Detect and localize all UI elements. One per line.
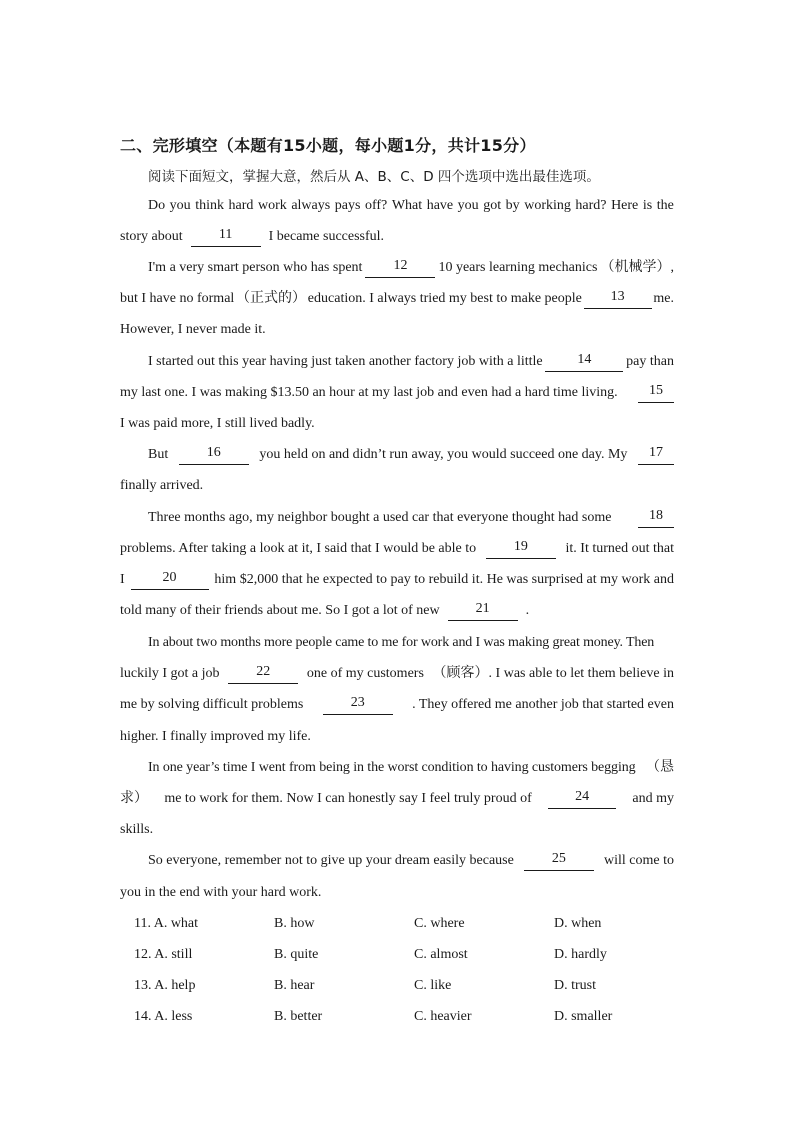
answer-blank: 16 <box>179 445 249 465</box>
passage-line <box>120 320 674 340</box>
answer-blank: 21 <box>448 601 518 621</box>
option-a: 11. A. what <box>134 916 199 931</box>
answer-blank: 11 <box>191 227 261 247</box>
passage-text: However, I never made it. <box>120 322 266 337</box>
passage-line <box>120 539 674 559</box>
passage-text: story about <box>120 229 183 244</box>
passage-text: I'm a very smart person who has spent <box>148 260 363 275</box>
passage-text: education. I always tried my best to make people <box>307 291 582 306</box>
answer-blank: 25 <box>524 851 594 871</box>
answer-blank: 13 <box>584 289 652 309</box>
passage-line <box>120 820 674 840</box>
chinese-gloss: （恳 <box>646 760 674 775</box>
option-b: B. how <box>274 916 315 931</box>
passage-text: me. <box>653 291 674 306</box>
section-instruction: 阅读下面短文，掌握大意，然后从 A、B、C、D 四个选项中选出最佳选项。 <box>148 169 600 185</box>
passage-line <box>148 851 674 871</box>
passage-line <box>148 758 674 778</box>
passage-text: I was paid more, I still lived badly. <box>120 416 315 431</box>
passage-word: always <box>291 198 331 213</box>
passage-word: think <box>195 198 224 213</box>
answer-blank: 23 <box>323 695 393 715</box>
passage-text: . <box>525 603 530 618</box>
passage-line <box>120 789 674 809</box>
passage-text: But <box>148 447 169 462</box>
passage-text: it. It turned out that <box>565 541 674 556</box>
passage-word: Do <box>148 198 166 213</box>
passage-text: problems. After taking a look at it, I said that I would be able to <box>120 541 477 556</box>
passage-word: What <box>391 198 423 213</box>
passage-text: pay than <box>626 354 674 369</box>
section-heading: 二、完形填空（本题有15小题，每小题1分，共计15分） <box>120 136 536 155</box>
passage-word: have <box>426 198 454 213</box>
passage-line <box>120 227 674 247</box>
chinese-gloss: 求） <box>120 791 148 806</box>
passage-word: the <box>656 198 674 213</box>
answer-blank: 17 <box>638 445 674 465</box>
passage-text: and my <box>632 791 674 806</box>
passage-text: skills. <box>120 822 154 837</box>
passage-text: In one year’s time I went from being in the worst condition to having customers begging <box>148 760 636 775</box>
option-c: C. where <box>414 916 465 931</box>
option-d: D. trust <box>554 978 596 993</box>
option-c: C. like <box>414 978 452 993</box>
answer-blank: 15 <box>638 383 674 403</box>
passage-line <box>120 883 674 903</box>
passage-text: will come to <box>603 853 674 868</box>
passage-word: Here <box>611 198 639 213</box>
passage-word: off? <box>364 198 388 213</box>
passage-text: Three months ago, my neighbor bought a used car that everyone thought had some <box>148 510 612 525</box>
passage-line <box>120 664 674 684</box>
option-b: B. quite <box>274 947 319 962</box>
passage-text: told many of their friends about me. So I got a lot of new <box>120 603 440 618</box>
passage-line <box>148 633 674 653</box>
option-b: B. better <box>274 1009 323 1024</box>
passage-text: one of my customers <box>306 666 424 681</box>
passage-text: higher. I finally improved my life. <box>120 729 311 744</box>
passage-word: work <box>257 198 287 213</box>
passage-line <box>120 289 674 309</box>
passage-line <box>148 352 674 372</box>
passage-text: I <box>120 572 125 587</box>
option-c: C. heavier <box>414 1009 472 1024</box>
passage-word: is <box>642 198 653 213</box>
passage-text: 10 years learning mechanics <box>438 260 598 275</box>
passage-text: . They offered me another job that started even <box>412 697 674 712</box>
option-a: 14. A. less <box>134 1009 193 1024</box>
option-b: B. hear <box>274 978 315 993</box>
passage-text: me by solving difficult problems <box>120 697 304 712</box>
option-a: 12. A. still <box>134 947 193 962</box>
answer-blank: 19 <box>486 539 556 559</box>
answer-blank: 14 <box>545 352 623 372</box>
passage-text: you held on and didn’t run away, you would succeed one day. My <box>259 447 628 462</box>
passage-line <box>120 601 674 621</box>
option-d: D. when <box>554 916 602 931</box>
passage-line <box>148 196 674 216</box>
option-a: 13. A. help <box>134 978 196 993</box>
chinese-gloss: （正式的） <box>236 291 307 306</box>
passage-word: pays <box>334 198 361 213</box>
chinese-gloss: （顾客）. I was able to let them believe in <box>432 666 674 681</box>
option-d: D. hardly <box>554 947 607 962</box>
passage-line <box>120 414 674 434</box>
passage-text: but I have no formal <box>120 291 235 306</box>
passage-word: got <box>483 198 502 213</box>
passage-text: me to work for them. Now I can honestly say I feel truly proud of <box>164 791 532 806</box>
passage-line <box>148 258 674 278</box>
passage-text: luckily I got a job <box>120 666 220 681</box>
passage-word: hard <box>228 198 254 213</box>
passage-word: you <box>169 198 191 213</box>
option-d: D. smaller <box>554 1009 613 1024</box>
answer-blank: 12 <box>365 258 435 278</box>
answer-blank: 24 <box>548 789 616 809</box>
passage-line <box>148 508 674 528</box>
passage-line <box>120 570 674 590</box>
passage-word: working <box>524 198 571 213</box>
passage-line <box>120 727 674 747</box>
answer-blank: 18 <box>638 508 674 528</box>
passage-text: I became successful. <box>268 229 385 244</box>
passage-line <box>120 695 674 715</box>
passage-line <box>120 476 674 496</box>
answer-blank: 22 <box>228 664 298 684</box>
passage-text: finally arrived. <box>120 478 204 493</box>
answer-blank: 20 <box>131 570 209 590</box>
passage-text: So everyone, remember not to give up your dream easily because <box>148 853 514 868</box>
passage-text: In about two months more people came to me for work and I was making great money. Then <box>148 635 655 650</box>
passage-text: I started out this year having just taken another factory job with a little <box>148 354 543 369</box>
passage-line <box>120 383 674 403</box>
passage-text: my last one. I was making $13.50 an hour at my last job and even had a hard time living. <box>120 385 618 400</box>
passage-text: you in the end with your hard work. <box>120 885 322 900</box>
passage-line <box>148 445 674 465</box>
passage-text: him $2,000 that he expected to pay to rebuild it. He was surprised at my work and <box>214 572 674 587</box>
passage-word: you <box>457 198 479 213</box>
passage-word: hard? <box>575 198 607 213</box>
passage-word: by <box>505 198 520 213</box>
chinese-gloss: （机械学）, <box>600 260 674 275</box>
option-c: C. almost <box>414 947 468 962</box>
